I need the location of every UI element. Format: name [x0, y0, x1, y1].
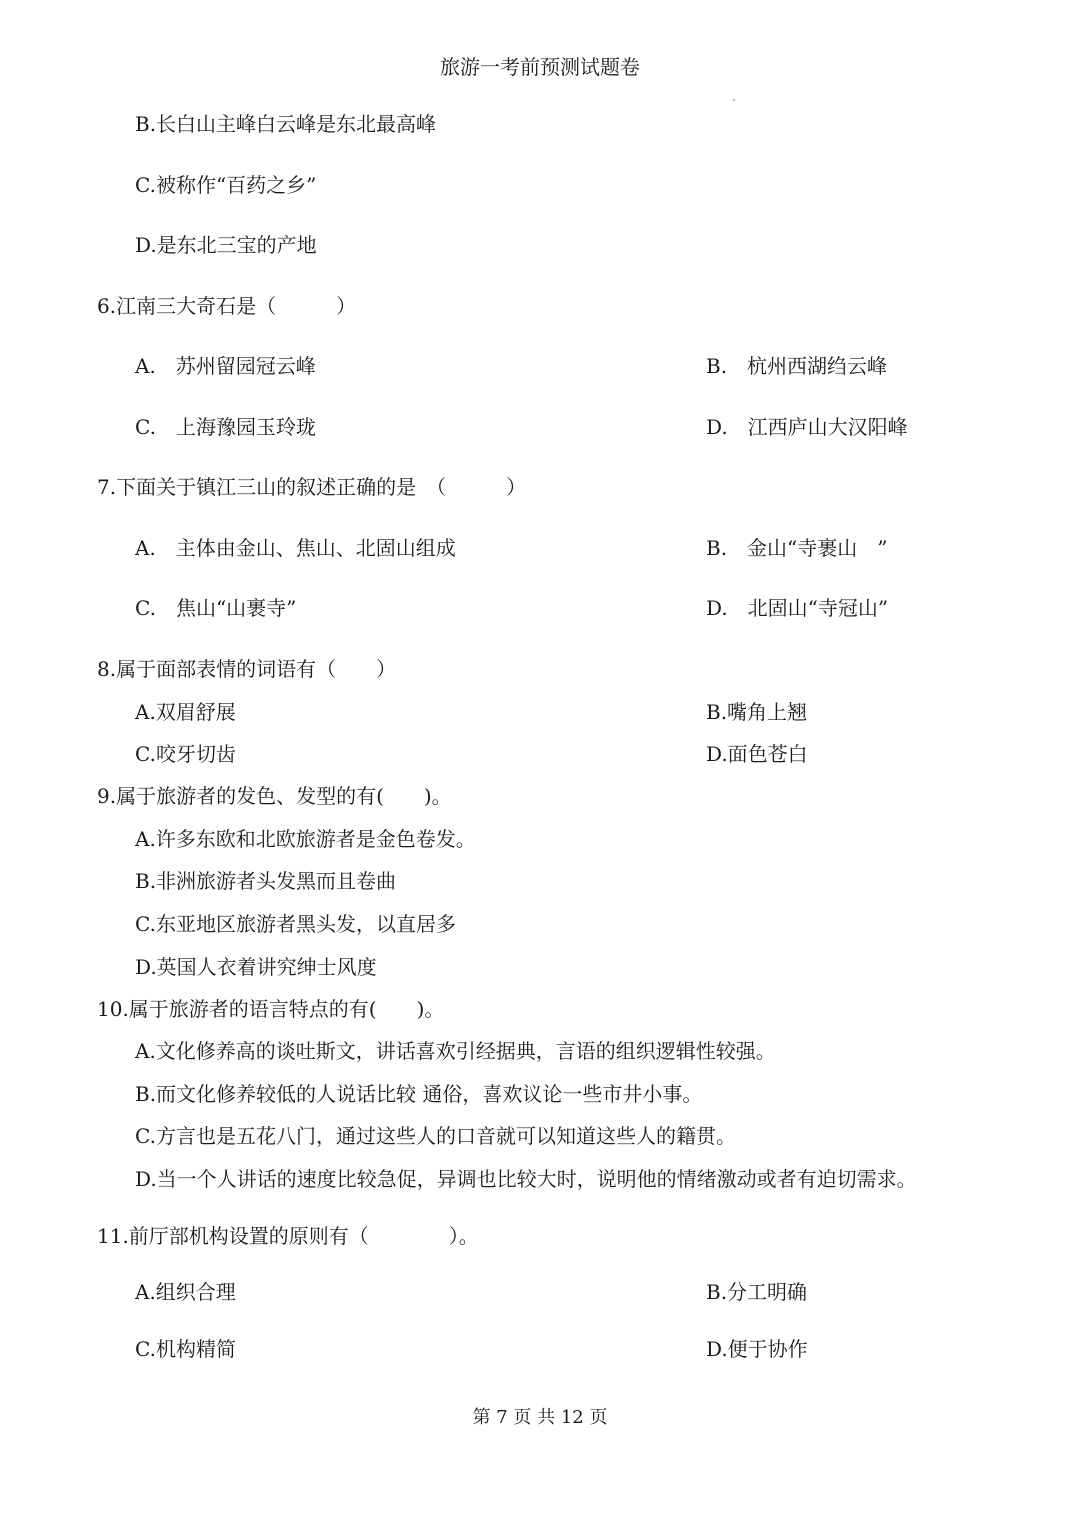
q11-option-a: A.组织合理	[135, 1280, 236, 1304]
q10-option-c: C.方言也是五花八门，通过这些人的口音就可以知道这些人的籍贯。	[135, 1124, 736, 1148]
q6-option-a: A. 苏州留园冠云峰	[135, 354, 316, 378]
q10-option-b: B.而文化修养较低的人说话比较 通俗，喜欢议论一些市井小事。	[135, 1082, 703, 1106]
q5-option-c: C.被称作“百药之乡”	[135, 173, 317, 197]
q11-option-d: D.便于协作	[706, 1337, 808, 1361]
page-footer-number: 第 7 页 共 12 页	[472, 1407, 608, 1428]
q7-option-c: C. 焦山“山裹寺”	[135, 596, 297, 620]
q11-option-b: B.分工明确	[706, 1280, 808, 1304]
q9-option-a: A.许多东欧和北欧旅游者是金色卷发。	[135, 827, 476, 851]
q10-option-a: A.文化修养高的谈吐斯文，讲话喜欢引经据典，言语的组织逻辑性较强。	[135, 1039, 776, 1063]
q10-option-d: D.当一个人讲话的速度比较急促，异调也比较大时，说明他的情绪激动或者有迫切需求。	[135, 1167, 917, 1191]
q9-option-b: B.非洲旅游者头发黑而且卷曲	[135, 869, 397, 893]
q6-option-c: C. 上海豫园玉玲珑	[135, 415, 316, 439]
page-header-title: 旅游一考前预测试题卷	[440, 55, 640, 79]
q11-option-c: C.机构精简	[135, 1337, 236, 1361]
q11-stem: 11.前厅部机构设置的原则有（ ）。	[97, 1224, 479, 1248]
q7-option-a: A. 主体由金山、焦山、北固山组成	[135, 536, 456, 560]
q6-stem: 6.江南三大奇石是（ ）	[97, 294, 357, 318]
q7-option-b: B. 金山“寺裹山 ”	[706, 536, 888, 560]
q8-option-d: D.面色苍白	[706, 742, 808, 766]
q6-option-d: D. 江西庐山大汉阳峰	[706, 415, 908, 439]
q5-option-d: D.是东北三宝的产地	[135, 233, 317, 257]
q7-stem: 7.下面关于镇江三山的叙述正确的是 （ ）	[97, 475, 527, 499]
q9-stem: 9.属于旅游者的发色、发型的有( )。	[97, 784, 452, 808]
q9-option-c: C.东亚地区旅游者黑头发，以直居多	[135, 912, 456, 936]
q7-option-d: D. 北固山“寺冠山”	[706, 596, 889, 620]
q6-option-b: B. 杭州西湖绉云峰	[706, 354, 888, 378]
q5-option-b: B.长白山主峰白云峰是东北最高峰	[135, 112, 437, 136]
q9-option-d: D.英国人衣着讲究绅士风度	[135, 955, 377, 979]
q8-option-a: A.双眉舒展	[135, 700, 236, 724]
q8-option-b: B.嘴角上翘	[706, 700, 808, 724]
q10-stem: 10.属于旅游者的语言特点的有( )。	[97, 997, 445, 1021]
q8-option-c: C.咬牙切齿	[135, 742, 236, 766]
q8-stem: 8.属于面部表情的词语有（ ）	[97, 657, 397, 681]
scan-speck	[733, 99, 735, 101]
